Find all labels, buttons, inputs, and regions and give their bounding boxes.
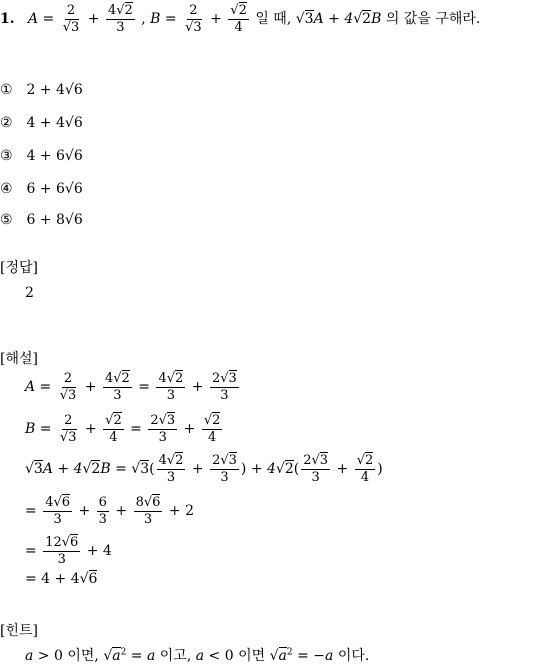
choice-3-marker: ③ [0,148,13,164]
question-ask: 의 값을 구해라. [385,11,481,28]
solution-step-e: = $\frac{12√6}{3}$ + 4 [25,535,112,567]
definition-b: B = $\frac{2}{√3}$ + $\frac{√2}{4}$ [150,3,247,35]
choice-1-marker: ① [0,82,13,98]
choice-4-text: 6 + 6√6 [26,181,83,197]
hint-t3: 이면 [238,648,266,664]
hint-label: [힌트] [0,623,38,639]
hint-t1: 이면, [67,648,99,664]
choice-3-text: 4 + 6√6 [26,148,83,164]
solution-step-d: = $\frac{4√6}{3}$ + $\frac{6}{3}$ + $\frac{8√6}{3}$ + 2 [25,495,194,527]
choice-5-marker: ⑤ [0,212,13,228]
choice-2[interactable] [0,115,83,131]
choice-1-text: 2 + 4√6 [26,82,83,98]
hint-t2: 이고, [159,648,192,664]
definition-a: A = $\frac{2}{√3}$ + $\frac{4√2}{3}$ [27,3,133,35]
solution-label: [해설] [0,351,38,367]
choice-5-text: 6 + 8√6 [26,212,83,228]
hint-t4: 이다. [337,648,370,664]
answer-value: 2 [25,285,34,301]
solution-step-a: A = $\frac{2}{√3}$ + $\frac{4√2}{3}$ = $\frac{4√2}{3}$ + $\frac{2√3}{3}$ [25,371,237,403]
hint-text: a > 0 이면, $√a^2 = a$ 이고, a < 0 이면 $√a^2 = -a$ 이다. [25,647,370,664]
choice-3[interactable] [0,148,83,164]
choice-4[interactable] [0,181,83,197]
answer-label: [정답] [0,260,38,276]
question-line: 1. A = $\frac{2}{√3}$ + $\frac{4√2}{3}$ , B = $\frac{2}{√3}$ + $\frac{√2}{4}$ 일 때, √3A + 4√2B 의 값을 구해라. [0,3,481,35]
choice-2-text: 4 + 4√6 [26,115,83,131]
solution-step-b: B = $\frac{2}{√3}$ + $\frac{√2}{4}$ = $\frac{2√3}{3}$ + $\frac{√2}{4}$ [25,413,221,445]
choice-2-marker: ② [0,115,13,131]
choice-5[interactable] [0,212,83,228]
solution-step-f: = 4 + 4√6 [25,571,98,587]
choice-4-marker: ④ [0,181,13,197]
target-expression: √3A + 4√2B [295,11,382,28]
question-number: 1. [0,11,15,28]
question-suffix: 일 때, [255,11,292,28]
choice-1[interactable] [0,82,83,98]
solution-step-c: √3A + 4√2B = √3( $\frac{4√2}{3}$ + $\frac{2√3}{3}$ ) + 4√2( $\frac{2√3}{3}$ + $\frac{√2}{4}$ ) [25,453,383,485]
